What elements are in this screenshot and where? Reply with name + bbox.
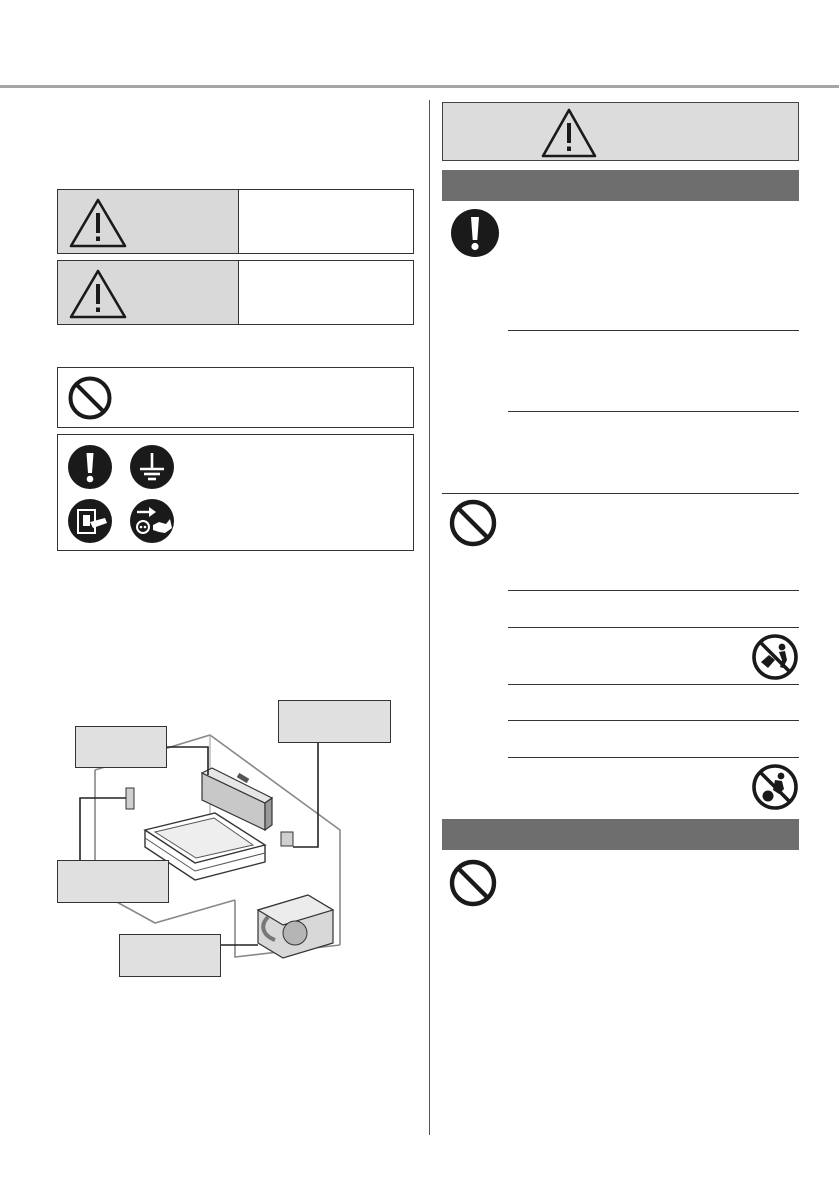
switch-off-icon <box>67 498 113 544</box>
diagram-label-outdoor <box>119 934 221 977</box>
prohibited-symbol-box <box>57 367 414 428</box>
section-bar-2 <box>442 819 799 850</box>
outlet <box>281 832 293 846</box>
divider-line <box>508 720 799 721</box>
divider-line <box>508 627 799 628</box>
warning-banner <box>442 102 799 161</box>
mandatory-symbols-box <box>57 434 414 551</box>
divider-line <box>508 684 799 685</box>
header-rule <box>0 85 839 88</box>
diagram-label-indoor <box>75 726 167 768</box>
column-divider <box>429 100 430 1135</box>
warning-triangle-icon <box>68 268 128 320</box>
divider-line <box>508 411 799 412</box>
caution-level-row <box>57 260 414 325</box>
divider-line <box>442 493 799 494</box>
caution-level-panel <box>58 261 239 324</box>
divider-line <box>508 590 799 591</box>
warning-triangle-icon <box>540 107 598 159</box>
remote-controller <box>126 788 134 809</box>
warning-triangle-icon <box>68 197 128 249</box>
diagram-label-remote <box>57 860 169 903</box>
warning-level-panel <box>58 190 239 253</box>
exclamation-mandatory-icon <box>450 208 500 258</box>
ground-icon <box>129 444 175 490</box>
prohibition-icon <box>448 858 498 908</box>
outdoor-unit <box>258 895 333 958</box>
warning-level-row-1 <box>57 189 414 254</box>
prohibition-icon <box>67 375 113 421</box>
diagram-label-outlet <box>278 700 391 743</box>
unplug-icon <box>129 498 175 544</box>
divider-line <box>508 757 799 758</box>
no-touch-icon <box>751 633 799 681</box>
prohibition-icon <box>448 498 498 548</box>
exclamation-mandatory-icon <box>67 444 113 490</box>
divider-line <box>508 330 799 331</box>
no-touch-icon <box>751 763 799 811</box>
section-bar-1 <box>442 170 799 201</box>
